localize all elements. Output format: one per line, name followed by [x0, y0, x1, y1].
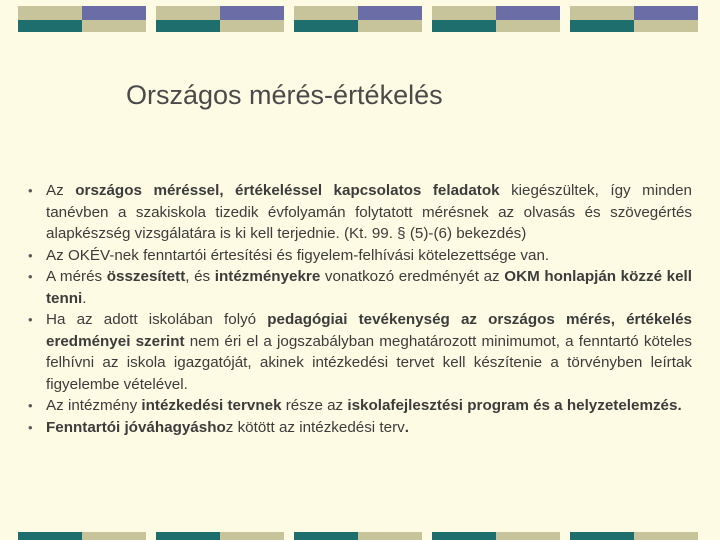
band-segment — [570, 6, 634, 20]
band-segment — [634, 20, 698, 32]
bullet-bold-text: intézményekre — [214, 268, 321, 285]
bullet-text: Az intézmény — [46, 397, 142, 414]
bullet-item — [28, 395, 692, 417]
bullet-text: Az — [46, 182, 76, 199]
band-segment — [294, 532, 358, 540]
bullet-text: Ha az adott iskolában folyó — [46, 311, 268, 328]
band-segment — [358, 6, 422, 20]
bullet-item — [28, 245, 692, 267]
band-segment — [432, 532, 496, 540]
band-segment — [358, 20, 422, 32]
band-segment — [358, 532, 422, 540]
band-segment — [18, 6, 82, 20]
bullet-bold-text: összesített — [106, 268, 186, 285]
band-segment — [156, 20, 220, 32]
bullet-text: Az OKÉV-nek fenntartói értesítési és figyelem-felhívási kötelezettsége van. — [46, 246, 550, 264]
band-segment — [220, 532, 284, 540]
band-segment — [432, 20, 496, 32]
band-segment — [156, 532, 220, 540]
bullet-list — [28, 180, 692, 438]
band-segment — [634, 532, 698, 540]
slide-title: Országos mérés-értékelés — [126, 80, 443, 110]
bullet-item — [28, 309, 692, 395]
bullet-item — [28, 417, 692, 439]
band-segment — [82, 532, 146, 540]
bullet-bold-text: pedagógiai tevékenység az országos mérés, értékelés eredményei szerint — [46, 311, 692, 350]
band-segment — [156, 6, 220, 20]
band-segment — [294, 20, 358, 32]
band-segment — [570, 532, 634, 540]
band-segment — [496, 20, 560, 32]
bullet-bold-text: . — [404, 418, 409, 436]
band-segment — [570, 20, 634, 32]
bullet-text: nem éri el a jogszabályban meghatározott minimumot, a fenntartó köteles felhívni az iskola igazgatóját, akinek intézkedési tervet kell készítenie a törvényben leírtak figyelembe vételével. — [46, 332, 692, 393]
bullet-text: z kötött az intézkedési terv — [225, 418, 405, 436]
bullet-text: kiegészültek, így minden tanévben a szakiskola tizedik évfolyamán folytatott mérésnek az olvasás és szövegértés alapkészség vizsgálatára is ki kell terjednie. (Kt. 99. § (5)-(6) bekezdés) — [46, 182, 692, 242]
band-segment — [294, 6, 358, 20]
band-segment — [220, 6, 284, 20]
bullet-bold-text: Fenntartói jóváhagyásho — [46, 418, 226, 436]
band-segment — [220, 20, 284, 32]
bullet-text: része az — [281, 397, 348, 414]
band-segment — [82, 6, 146, 20]
bullet-text: , és — [185, 268, 215, 285]
bottom-decorative-band — [0, 532, 720, 540]
bullet-text: . — [82, 289, 87, 307]
bullet-text: A mérés — [46, 268, 107, 285]
band-segment — [18, 532, 82, 540]
bullet-item — [28, 180, 692, 245]
band-segment — [18, 20, 82, 32]
bullet-bold-text: OKM honlapján közzé kell tenni — [46, 268, 692, 307]
bullet-bold-text: országos méréssel, értékeléssel kapcsolatos feladatok — [75, 182, 500, 199]
bullet-item — [28, 266, 692, 309]
band-segment — [496, 6, 560, 20]
band-segment — [82, 20, 146, 32]
bullet-bold-text: iskolafejlesztési program és a helyzetelemzés. — [347, 397, 682, 414]
band-segment — [496, 532, 560, 540]
band-segment — [634, 6, 698, 20]
top-decorative-band — [0, 6, 720, 36]
bullet-text: vonatkozó eredményét az — [320, 268, 505, 285]
band-segment — [432, 6, 496, 20]
bullet-bold-text: intézkedési tervnek — [141, 397, 282, 414]
